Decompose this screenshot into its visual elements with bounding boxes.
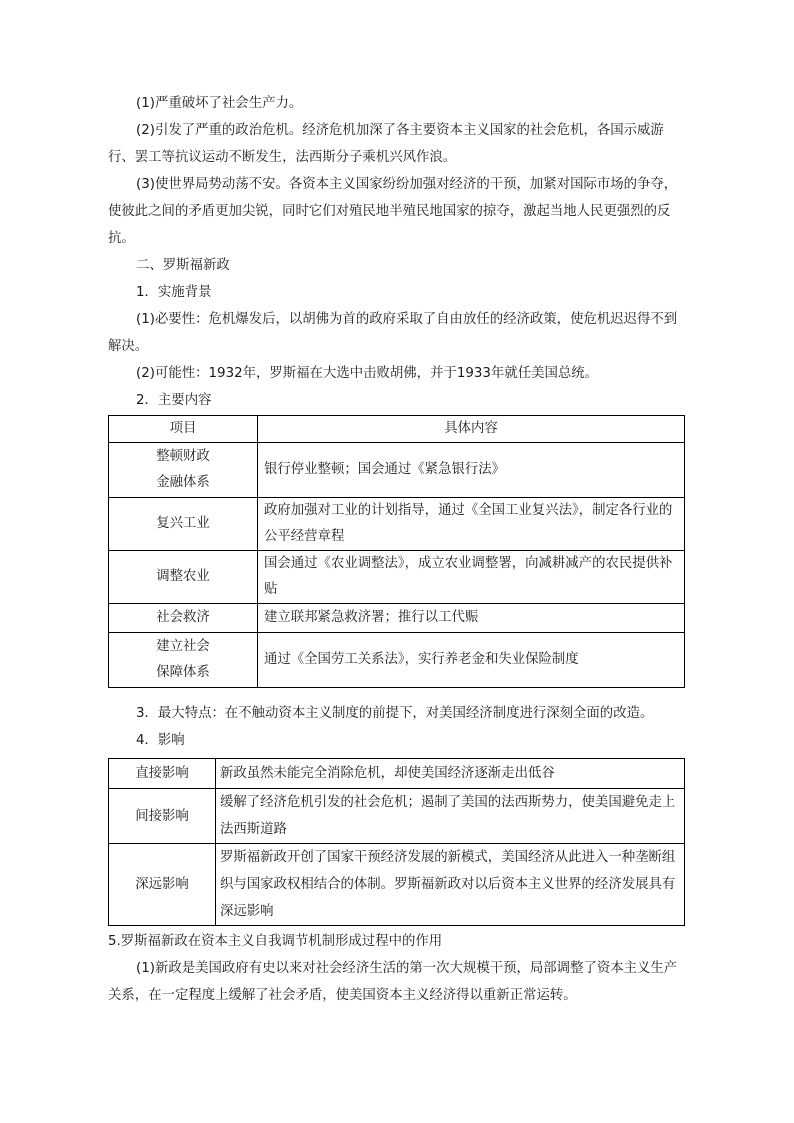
table-header: 项目 (109, 416, 258, 443)
row-label: 调整农业 (109, 551, 258, 604)
table-row (109, 844, 685, 926)
row-label: 社会救济 (109, 604, 258, 633)
row-label: 间接影响 (109, 789, 216, 844)
row-label-line: 建立社会 (156, 639, 210, 654)
row-content: 政府加强对工业的计划指导，通过《全国工业复兴法》，制定各行业的公平经营章程 (258, 498, 685, 551)
table-row (109, 498, 685, 551)
table-header: 具体内容 (258, 416, 685, 443)
row-label-line: 整顿财政 (156, 449, 210, 464)
row-label-line: 保障体系 (156, 665, 210, 680)
document-page (108, 90, 686, 1009)
paragraph: (1)新政是美国政府有史以来对社会经济生活的第一次大规模干预，局部调整了资本主义生产关系，在一定程度上缓解了社会矛盾，使美国资本主义经济得以重新正常运转。 (108, 961, 678, 1003)
row-content: 通过《全国劳工关系法》，实行养老金和失业保险制度 (258, 633, 685, 688)
row-label: 复兴工业 (109, 498, 258, 551)
row-content: 罗斯福新政开创了国家干预经济发展的新模式，美国经济从此进入一种垄断组织与国家政权相结合的体制。罗斯福新政对以后资本主义世界的经济发展具有深远影响 (216, 844, 685, 926)
row-label-line: 金融体系 (156, 475, 210, 490)
feature-text: 3．最大特点：在不触动资本主义制度的前提下，对美国经济制度进行深刻全面的改造。 (136, 706, 654, 721)
row-label: 深远影响 (109, 844, 216, 926)
row-content: 新政虽然未能完全消除危机，却使美国经济逐渐走出低谷 (216, 759, 685, 789)
paragraph: (2)引发了严重的政治危机。经济危机加深了各主要资本主义国家的社会危机，各国示威游行、罢工等抗议运动不断发生，法西斯分子乘机兴风作浪。 (108, 123, 664, 165)
subsection-title: 5.罗斯福新政在资本主义自我调节机制形成过程中的作用 (108, 934, 443, 949)
row-content: 缓解了经济危机引发的社会危机；遏制了美国的法西斯势力，使美国避免走上法西斯道路 (216, 789, 685, 844)
paragraph: (2)可能性：1932年，罗斯福在大选中击败胡佛，并于1933年就任美国总统。 (136, 366, 599, 381)
subsection-title: 1．实施背景 (136, 285, 212, 300)
subsection-title: 2．主要内容 (136, 393, 212, 408)
row-content: 国会通过《农业调整法》，成立农业调整署，向减耕减产的农民提供补贴 (258, 551, 685, 604)
row-content: 银行停业整顿；国会通过《紧急银行法》 (258, 443, 685, 498)
table-row (109, 443, 685, 498)
spacer (108, 688, 686, 700)
impact-table (108, 758, 685, 926)
row-label: 直接影响 (109, 759, 216, 789)
main-content-table (108, 415, 685, 688)
table-row (109, 759, 685, 789)
section-title: 二、罗斯福新政 (136, 258, 230, 273)
subsection-title: 4．影响 (136, 733, 185, 748)
table-row (109, 789, 685, 844)
table-row (109, 633, 685, 688)
paragraph: (1)必要性：危机爆发后，以胡佛为首的政府采取了自由放任的经济政策，使危机迟迟得不到解决。 (108, 312, 678, 354)
paragraph: (1)严重破坏了社会生产力。 (136, 96, 303, 111)
row-label (109, 633, 258, 688)
table-header-row (109, 416, 685, 443)
row-label (109, 443, 258, 498)
row-content: 建立联邦紧急救济署；推行以工代赈 (258, 604, 685, 633)
table-row (109, 604, 685, 633)
table-row (109, 551, 685, 604)
paragraph: (3)使世界局势动荡不安。各资本主义国家纷纷加强对经济的干预，加紧对国际市场的争夺，使彼此之间的矛盾更加尖锐，同时它们对殖民地半殖民地国家的掠夺，激起当地人民更强烈的反抗。 (108, 177, 678, 246)
